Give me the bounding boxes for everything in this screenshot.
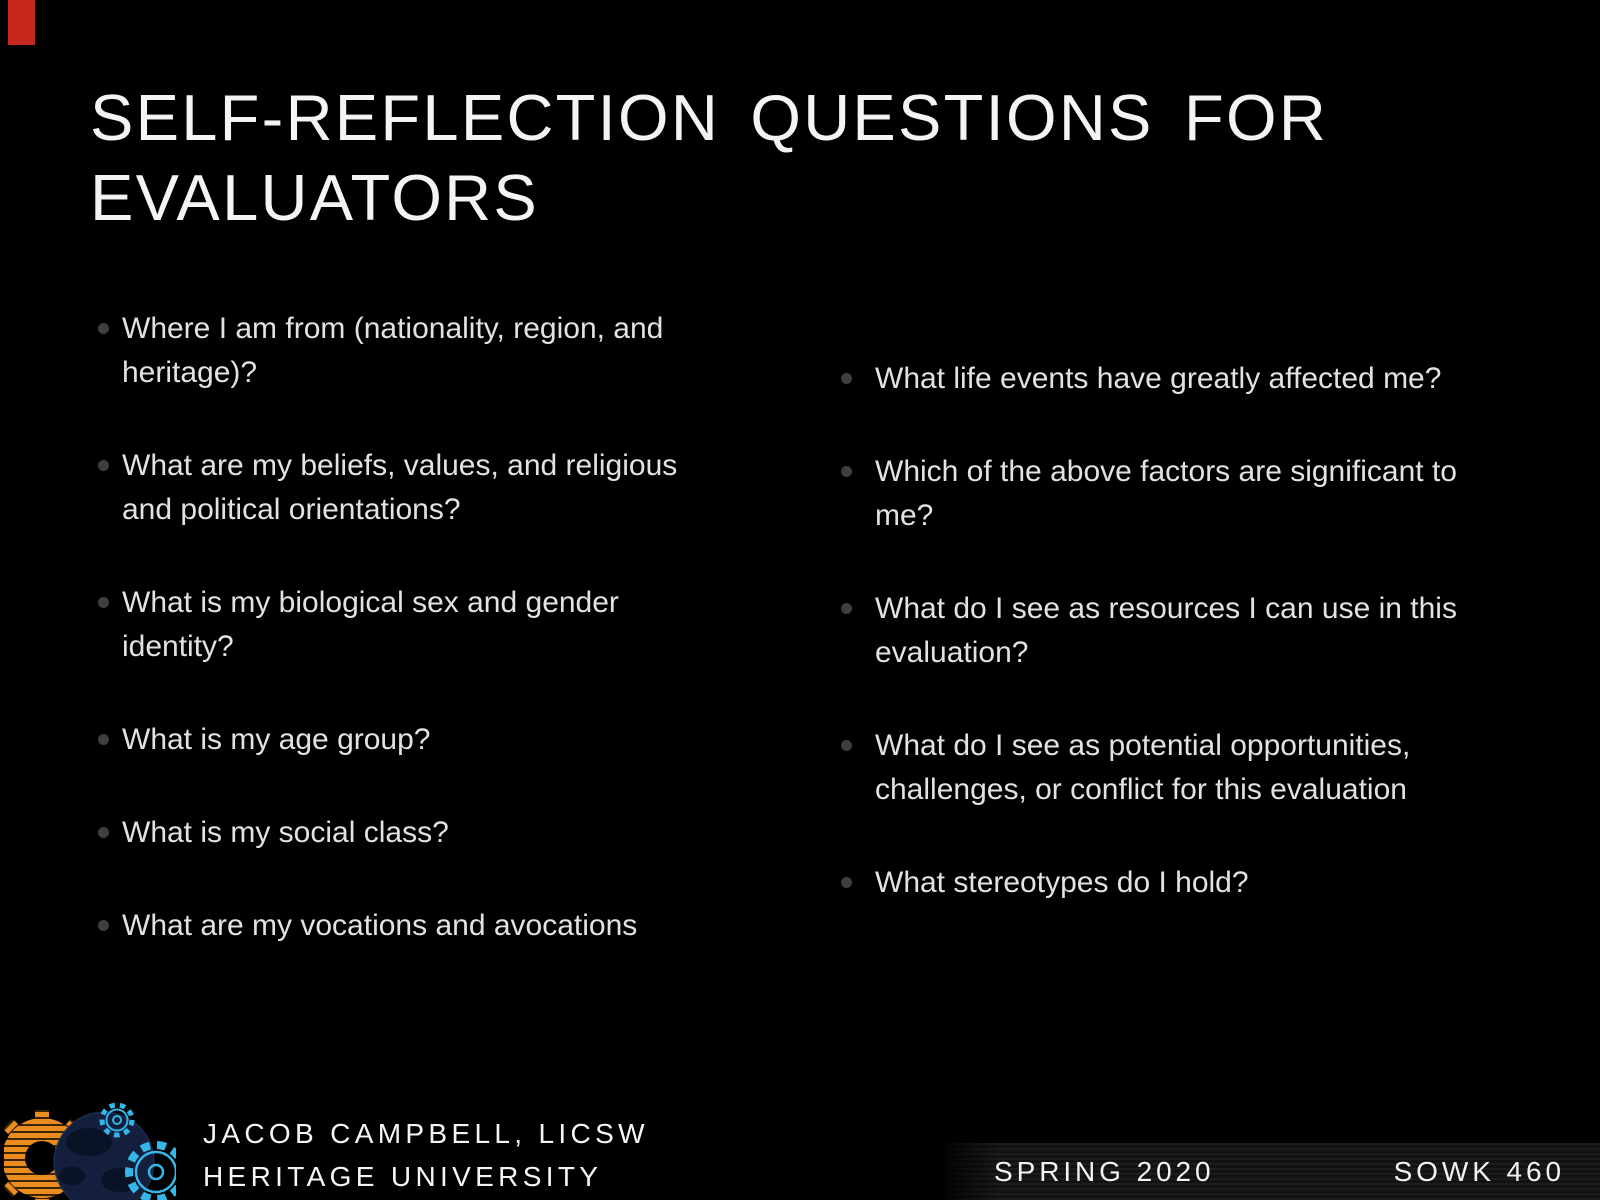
bullet-icon <box>98 323 109 334</box>
list-item <box>841 357 1491 401</box>
footer-author: JACOB CAMPBELL, LICSW <box>203 1118 649 1149</box>
bullet-icon <box>98 597 109 608</box>
bullet-text: What stereotypes do I hold? <box>875 866 1249 899</box>
bullet-text: What life events have greatly affected me? <box>875 362 1442 395</box>
bullet-icon <box>841 877 852 888</box>
bullet-text: What do I see as resources I can use in this evaluation? <box>875 592 1457 669</box>
bullet-text: What is my biological sex and gender identity? <box>122 586 619 663</box>
list-item <box>98 444 698 532</box>
slide-corner-marker <box>8 0 35 45</box>
list-item <box>98 581 698 669</box>
bullet-text: Where I am from (nationality, region, and heritage)? <box>122 312 664 389</box>
list-item <box>98 718 698 762</box>
bullet-text: What do I see as potential opportunities, challenges, or conflict for this evaluation <box>875 729 1411 806</box>
list-item <box>98 904 698 948</box>
footer-bar <box>945 1143 1600 1200</box>
list-item <box>841 587 1491 675</box>
bullet-icon <box>841 466 852 477</box>
bullet-icon <box>98 827 109 838</box>
list-item <box>98 307 698 395</box>
bullet-text: What is my social class? <box>122 816 449 849</box>
bullet-icon <box>841 740 852 751</box>
bullet-list-right <box>841 357 1491 954</box>
list-item <box>841 450 1491 538</box>
list-item <box>98 811 698 855</box>
bullet-icon <box>98 734 109 745</box>
footer-course: SOWK 460 <box>1393 1155 1565 1187</box>
bullet-text: What are my beliefs, values, and religious and political orientations? <box>122 449 678 526</box>
bullet-text: What is my age group? <box>122 723 431 756</box>
bullet-text: What are my vocations and avocations <box>122 909 638 942</box>
footer-term: SPRING 2020 <box>994 1155 1215 1187</box>
footer-institution: HERITAGE UNIVERSITY <box>203 1161 603 1192</box>
bullet-icon <box>841 373 852 384</box>
bullet-icon <box>98 920 109 931</box>
page-title: SELF-REFLECTION QUESTIONS FOR EVALUATORS <box>90 81 1329 234</box>
footer-author-block <box>203 1112 649 1198</box>
bullet-icon <box>841 603 852 614</box>
globe-and-gears-logo-icon <box>4 1098 176 1200</box>
list-item <box>841 724 1491 812</box>
list-item <box>841 861 1491 905</box>
bullet-icon <box>98 460 109 471</box>
bullet-text: Which of the above factors are significant to me? <box>875 455 1457 532</box>
bullet-list-left <box>98 307 698 997</box>
